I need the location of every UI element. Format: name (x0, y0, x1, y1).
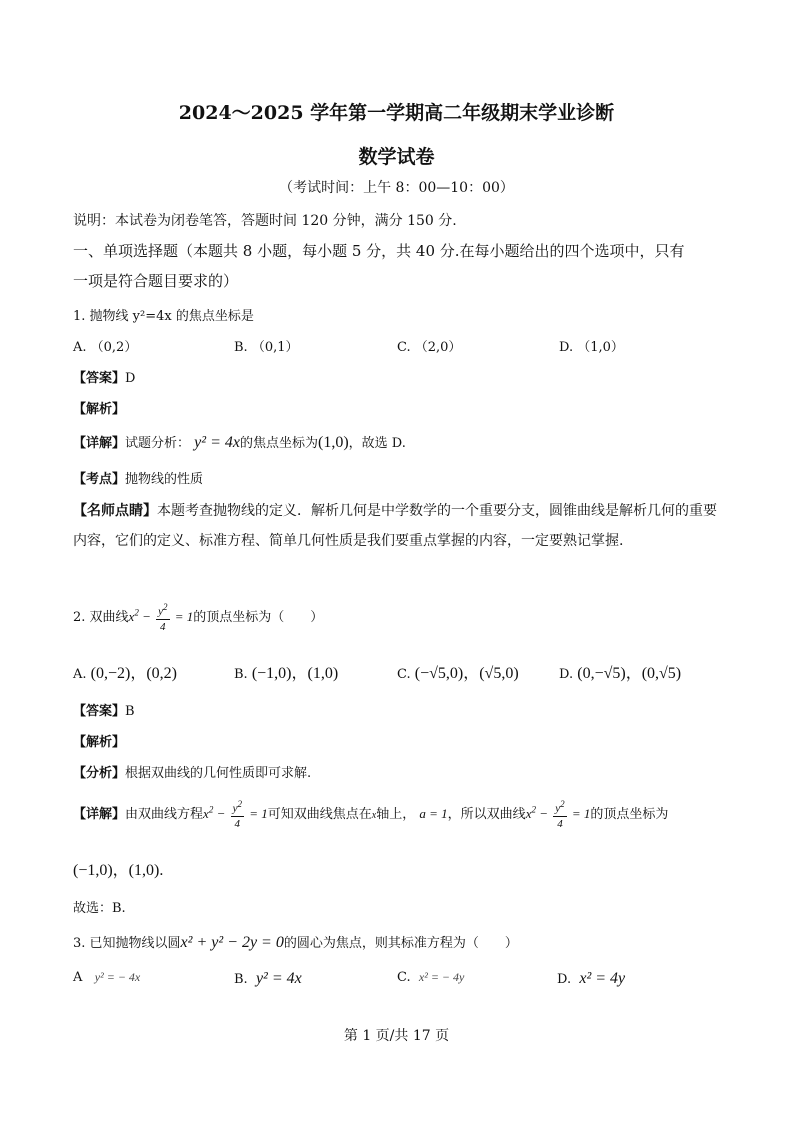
q3-option-b-value: y² = 4x (255, 970, 302, 987)
q2-answer-value: B (125, 704, 135, 719)
q3-stem-text-a: 3. 已知抛物线以圆 (73, 936, 181, 951)
detail-tag: 【详解】 (73, 806, 126, 822)
q2-option-d (559, 660, 681, 683)
q2-option-a-label: A. (73, 667, 87, 682)
q1-detail-text-a: 试题分析： (125, 436, 191, 451)
q2-detail-text-b: 可知双曲线焦点在 (267, 806, 372, 822)
q2-fenxi (73, 762, 311, 781)
answer-tag: 【答案】 (73, 371, 126, 386)
q2-detail-x: x (371, 809, 377, 821)
q2-option-c-value: (−√5,0)，(√5,0) (414, 665, 519, 682)
q2-option-b (234, 660, 338, 683)
q1-stem: 1. 抛物线 y²=4x 的焦点坐标是 (73, 309, 254, 324)
answer-tag: 【答案】 (73, 704, 126, 719)
detail-tag: 【详解】 (73, 436, 126, 451)
q3-option-a-label: A (73, 970, 83, 985)
q1-detail-point: (1,0) (317, 434, 349, 451)
hyperbola-equation: $x^2$ − $\frac{y^2}{4}$ = 1 (128, 602, 194, 633)
q2-result: (−1,0)，(1,0). (73, 862, 164, 879)
q1-answer-value: D (125, 371, 136, 386)
q1-comment-text-1: 本题考查抛物线的定义．解析几何是中学数学的一个重要分支，圆锥曲线是解析几何的重要 (157, 503, 717, 519)
q1-option-d: D. （1,0） (559, 340, 624, 355)
q2-option-d-value: (0,−√5)，(0,√5) (577, 665, 682, 682)
q2-option-c-label: C. (397, 667, 411, 682)
section-heading-line2: 一项是符合题目要求的） (73, 272, 239, 290)
q2-option-b-value: (−1,0)，(1,0) (251, 665, 339, 682)
q1-kaodian (73, 468, 203, 487)
q1-detail (73, 432, 406, 452)
q2-analysis-tag: 【解析】 (73, 735, 126, 750)
q1-analysis-tag: 【解析】 (73, 402, 126, 417)
q1-comment-line2: 内容，它们的定义、标准方程、简单几何性质是我们要重点掌握的内容，一定要熟记掌握. (73, 533, 624, 549)
q2-fenxi-text: 根据双曲线的几何性质即可求解. (125, 766, 312, 781)
q3-option-d-value: x² = 4y (579, 970, 626, 987)
q3-option-d-label: D. (557, 972, 572, 987)
q1-kaodian-text: 抛物线的性质 (125, 472, 204, 487)
q1-detail-text-b: 的焦点坐标为 (239, 436, 318, 451)
q2-option-b-label: B. (234, 667, 248, 682)
q2-option-a-value: (0,−2)，(0,2) (90, 665, 178, 682)
kaodian-tag: 【考点】 (73, 472, 126, 487)
q3-stem (73, 932, 518, 952)
q1-option-b: B. （0,1） (234, 340, 299, 355)
hyperbola-equation: $x^2$ − $\frac{y^2}{4}$ = 1 (203, 799, 268, 830)
exam-note: 说明：本试卷为闭卷笔答，答题时间 120 分钟，满分 150 分. (73, 213, 457, 229)
q3-option-c (397, 970, 464, 985)
q1-comment-line1 (73, 500, 717, 520)
q2-conclusion: 故选：B. (73, 901, 126, 916)
q2-option-a (73, 660, 177, 683)
q3-option-a-value: y² = − 4x (94, 970, 141, 984)
q1-answer (73, 367, 135, 386)
q2-stem-text-b: 的顶点坐标为（ ） (193, 609, 324, 625)
q2-detail-text-d: ，所以双曲线 (447, 806, 526, 822)
q1-detail-equation: y² = 4x (194, 434, 240, 451)
q2-stem (73, 603, 323, 633)
q1-detail-text-c: ，故选 D. (348, 436, 406, 451)
q2-option-d-label: D. (559, 667, 574, 682)
q3-option-b-label: B. (234, 972, 248, 987)
q1-option-c: C. （2,0） (397, 340, 462, 355)
q3-option-b (234, 970, 302, 988)
q2-option-c (397, 660, 519, 683)
hyperbola-equation: $x^2$ − $\frac{y^2}{4}$ = 1 (525, 799, 591, 830)
q1-option-a: A. （0,2） (73, 340, 138, 355)
page-title: 2024～2025 学年第一学期高二年级期末学业诊断 (178, 102, 615, 124)
q2-detail-text-a: 由双曲线方程 (125, 806, 204, 822)
q3-stem-text-b: 的圆心为焦点，则其标准方程为（ ） (283, 936, 518, 951)
q3-option-c-value: x² = − 4y (418, 970, 465, 984)
q3-option-a (73, 970, 140, 985)
page-number: 第 1 页/共 17 页 (343, 1028, 450, 1044)
comment-tag: 【名师点睛】 (73, 503, 157, 519)
q2-detail (73, 800, 668, 830)
page-subtitle: 数学试卷 (358, 146, 435, 168)
fenxi-tag: 【分析】 (73, 766, 126, 781)
q3-option-c-label: C. (397, 970, 411, 985)
q2-stem-text-a: 2. 双曲线 (73, 609, 129, 625)
q3-option-d (557, 970, 625, 988)
q2-answer (73, 700, 135, 719)
exam-time: （考试时间：上午 8：00—10：00） (279, 180, 514, 196)
q2-detail-text-e: 的顶点坐标为 (590, 806, 669, 822)
q2-detail-text-c: 轴上， (376, 806, 416, 822)
circle-equation: x² + y² − 2y = 0 (180, 934, 284, 951)
section-heading-line1: 一、单项选择题（本题共 8 小题，每小题 5 分，共 40 分.在每小题给出的四个选项中，只有 (73, 242, 685, 260)
q2-detail-a-value: a = 1 (419, 805, 448, 821)
